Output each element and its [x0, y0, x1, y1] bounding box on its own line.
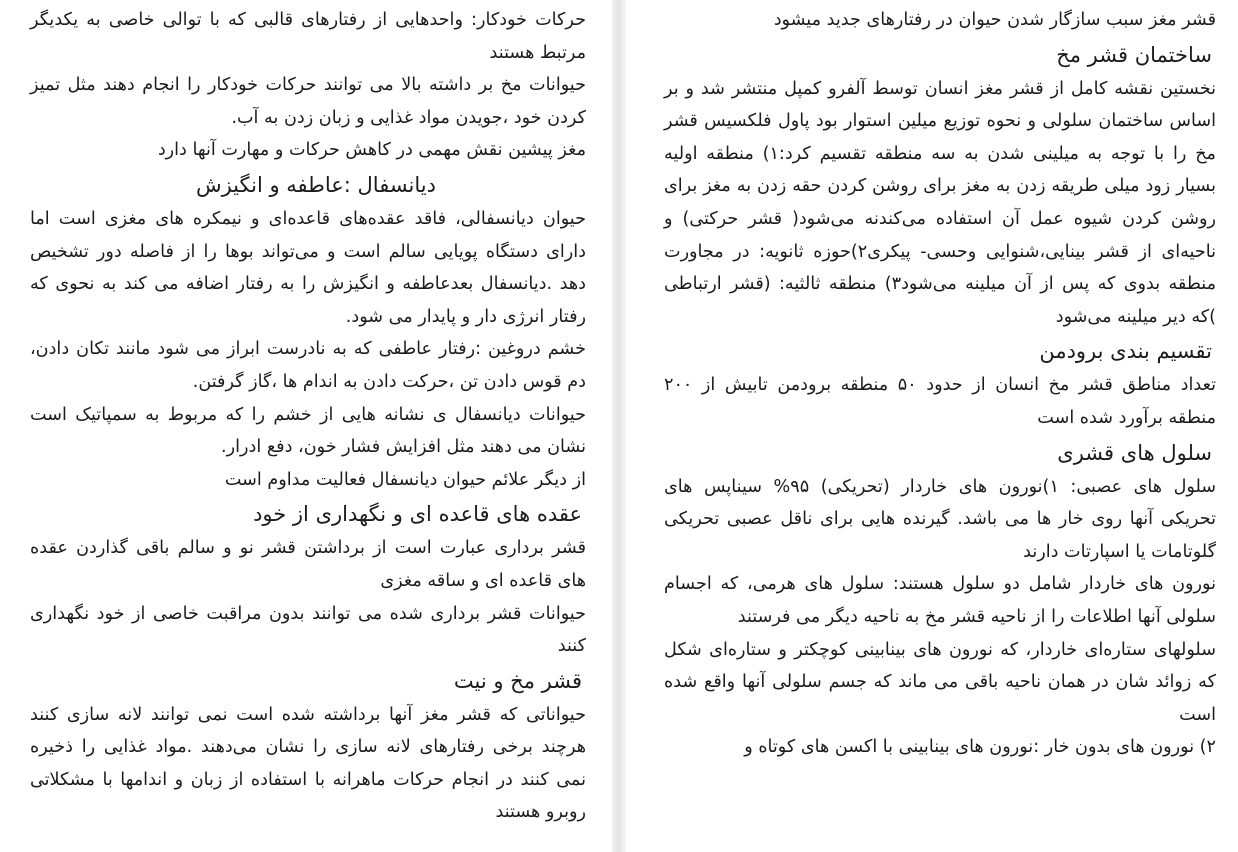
- paragraph: نورون های خاردار شامل دو سلول هستند: سلول های هرمی، که اجسام سلولی آنها اطلاعات را از ناحیه قشر مخ به ناحیه دیگر می فرستند: [664, 574, 1216, 627]
- paragraph: حرکات خودکار: واحدهایی از رفتارهای قالبی که با توالی خاصی به یکدیگر مرتبط هستند: [30, 10, 586, 63]
- paragraph: از دیگر علائم حیوان دیانسفال فعالیت مداوم است: [224, 469, 586, 490]
- section-heading: سلول های قشری: [1057, 440, 1212, 465]
- left-page: [0, 0, 612, 852]
- page-gutter: [612, 0, 626, 852]
- right-page: [626, 0, 1238, 852]
- paragraph: قشر مغز سبب سازگار شدن حیوان در رفتارهای جدید میشود: [773, 10, 1216, 30]
- paragraph: مغز پیشین نقش مهمی در کاهش حرکات و مهارت آنها دارد: [157, 140, 586, 161]
- section-heading: دیانسفال :عاطفه و انگیزش: [195, 172, 436, 197]
- paragraph: حیوانات قشر برداری شده می توانند بدون مراقبت خاصی از خود نگهداری کنند: [30, 603, 586, 657]
- paragraph: سلول های عصبی: ۱)نورون های خاردار (تحریکی) ۹۵% سیناپس های تحریکی آنها روی خار ها می باشد. گیرنده هایی برای ناقل عصبی تحریکی گلوتامات یا اسپارتات دارند: [664, 476, 1217, 562]
- paragraph: ۲) نورون های بدون خار :نورون های بینابینی با اکسن های کوتاه و: [744, 737, 1216, 758]
- paragraph: تعداد مناطق قشر مخ انسان از حدود ۵۰ منطقه برودمن تابیش از ۲۰۰ منطقه برآورد شده است: [664, 375, 1216, 428]
- paragraph: خشم دروغین :رفتار عاطفی که به نادرست ابراز می شود مانند تکان دادن، دم قوس دادن تن ،حرکت دادن به اندام ها ،گاز گرفتن.: [30, 339, 586, 392]
- paragraph: حیواناتی که قشر مغز آنها برداشته شده است نمی توانند لانه سازی کنند هرچند برخی رفتارهای لانه سازی را نشان می‌دهند .مواد غذایی را ذخیره نمی کنند در انجام حرکات ماهرانه با استفاده از زبان و اندامها با مشکلاتی روبرو هستند: [30, 704, 586, 823]
- paragraph: حیوانات دیانسفال ی نشانه هایی از خشم را که مربوط به سمپاتیک است نشان می دهند مثل افزایش فشار خون، دفع ادرار.: [30, 404, 586, 458]
- section-heading: ساختمان قشر مخ: [1056, 42, 1212, 67]
- paragraph: حیوان دیانسفالی، فاقد عقده‌های قاعده‌ای و نیمکره های مغزی است اما دارای دستگاه پویایی سالم است و می‌تواند بوها را از فاصله دور تشخیص دهد .دیانسفال بعدعاطفه و انگیزش را به رفتار اضافه می کند به نحوی که رفتار انرژی دار و پایدار می شود.: [30, 208, 586, 327]
- paragraph: حیوانات مخ بر داشته بالا می توانند حرکات خودکار را انجام دهند مثل تمیز کردن خود ،جویدن مواد غذایی و زبان زدن به آب.: [30, 75, 586, 128]
- paragraph: سلولهای ستاره‌ای خاردار، که نورون های بینابینی کوچکتر و ستاره‌ای شکل که زوائد شان در همان ناحیه باقی می ماند که جسم سلولی آنها واقع شده است: [664, 639, 1216, 725]
- section-heading: تقسیم بندی برودمن: [1039, 339, 1212, 364]
- paragraph: قشر برداری عبارت است از برداشتن قشر نو و سالم باقی گذاردن عقده های قاعده ای و ساقه مغزی: [30, 538, 586, 591]
- section-heading: عقده های قاعده ای و نگهداری از خود: [253, 502, 582, 527]
- paragraph: نخستین نقشه کامل از قشر مغز انسان توسط آلفرو کمپل منتشر شد و بر اساس ساختمان سلولی و نحوه توزیع میلین استوار بود پاول فلکسیس قشر مخ را با توجه به میلینی شدن به سه منطقه تقسیم کرد:۱) منطقه اولیه بسیار زود میلی طریقه زدن به مغز برای روشن کردن حقه زدن به مغز برای روشن کردن شیوه عمل آن استفاده می‌کندنه می‌شود( قشر حرکتی) و ناحیه‌ای از قشر بینایی،شنوایی وحسی- پیکری۲)حوزه ثانویه: در مجاورت منطقه بدوی که پس از آن میلینه می‌شود۳) منطقه ثالثیه: (قشر ارتباطی )که دیر میلینه می‌شود: [664, 78, 1216, 327]
- section-heading: قشر مخ و نیت: [453, 668, 582, 693]
